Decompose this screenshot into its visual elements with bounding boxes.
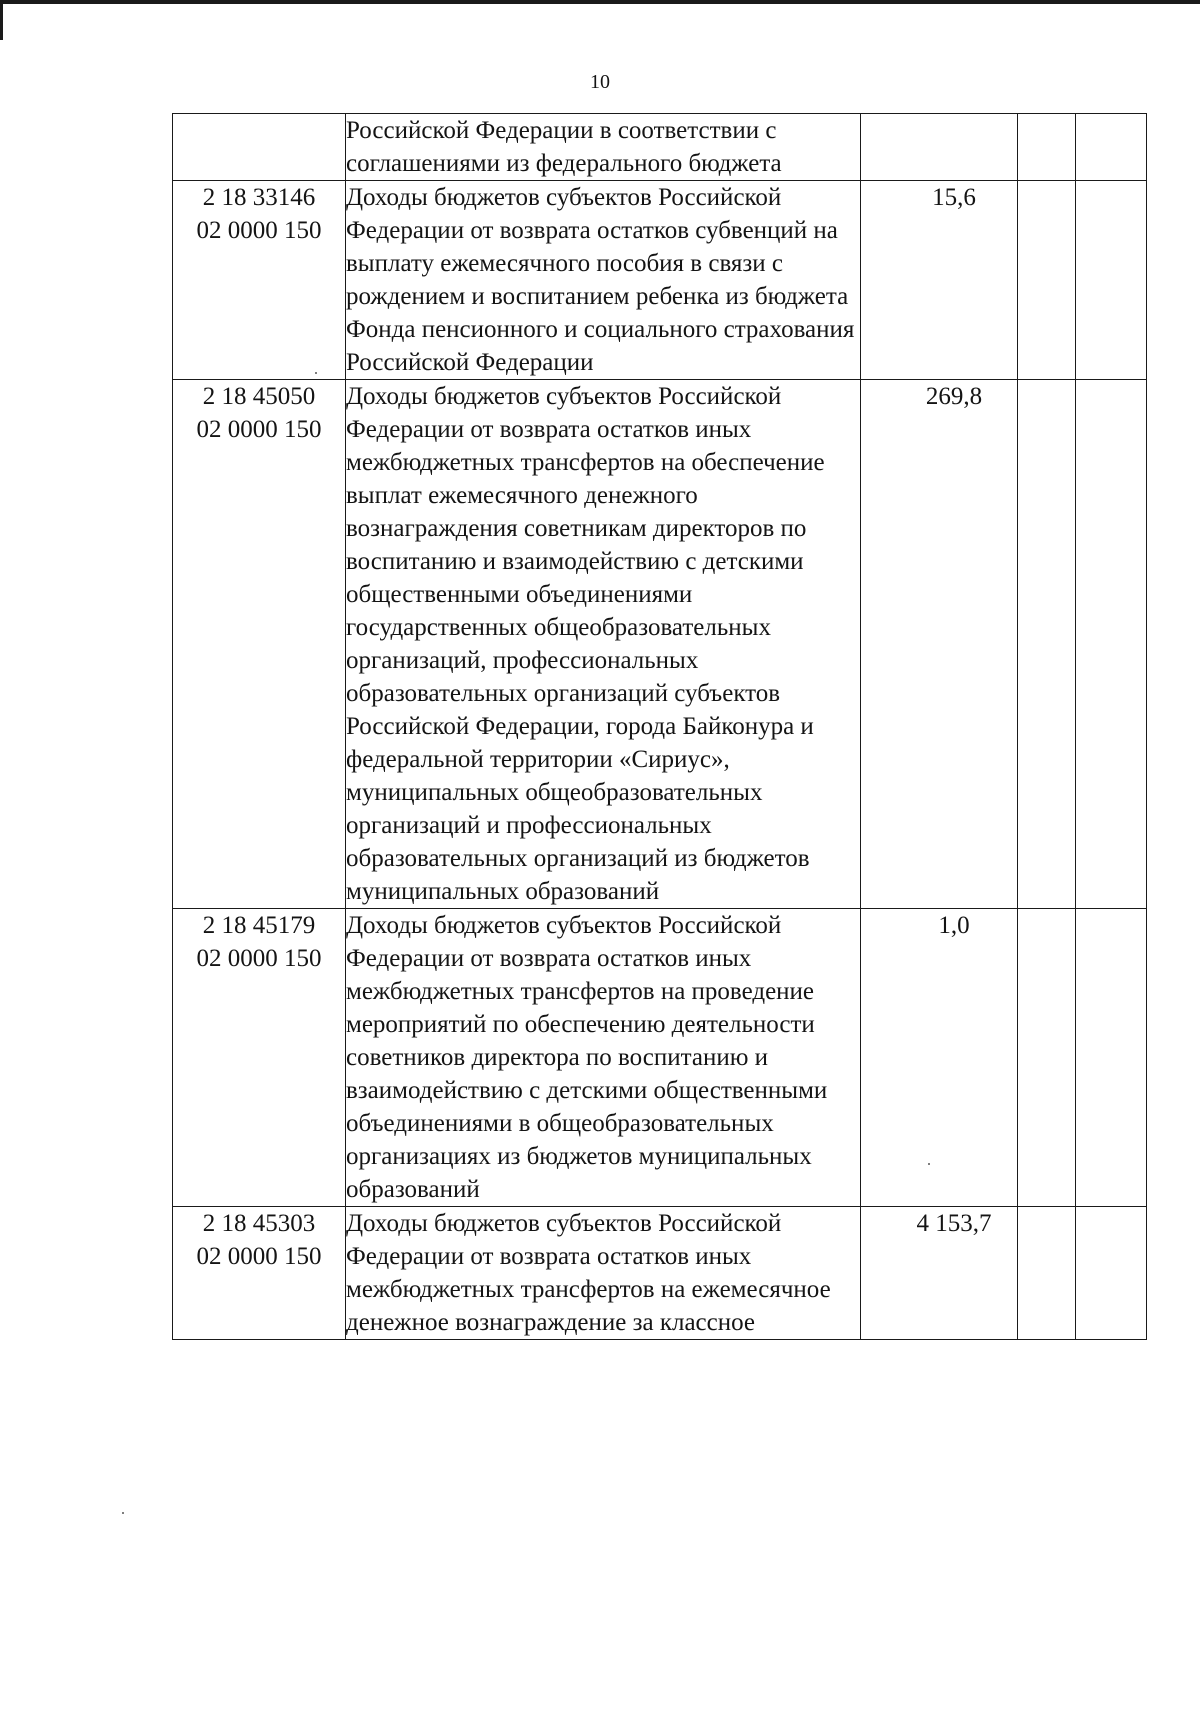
code-cell <box>173 114 346 181</box>
amount-value: 1,0 <box>938 912 970 939</box>
empty-cell <box>1018 380 1076 909</box>
code-line: 2 18 45050 <box>202 383 316 410</box>
amount-value: 15,6 <box>932 184 976 211</box>
empty-cell <box>1076 380 1147 909</box>
code-line: 2 18 33146 <box>202 184 316 211</box>
budget-revenue-table <box>172 113 1147 1340</box>
code-cell <box>173 181 346 380</box>
scan-edge-left <box>0 0 3 40</box>
description-cell: Доходы бюджетов субъектов Российской Федерации от возврата остатков иных межбюджетных трансфертов на ежемесячное денежное вознаграждение за классное <box>346 1207 861 1340</box>
code-cell <box>173 909 346 1207</box>
code-line: 2 18 45179 <box>202 912 316 939</box>
code-cell <box>173 1207 346 1340</box>
scan-speck <box>122 1512 124 1514</box>
table-row <box>173 909 1147 1207</box>
page-number: 10 <box>590 71 610 93</box>
code-line: 2 18 45303 <box>202 1210 316 1237</box>
empty-cell <box>1076 114 1147 181</box>
table-row <box>173 114 1147 181</box>
empty-cell <box>1018 114 1076 181</box>
amount-cell <box>861 380 1018 909</box>
empty-cell <box>1018 181 1076 380</box>
amount-cell <box>861 181 1018 380</box>
empty-cell <box>1076 1207 1147 1340</box>
description-cell: Доходы бюджетов субъектов Российской Федерации от возврата остатков иных межбюджетных трансфертов на обеспечение выплат ежемесячного денежного вознаграждения советникам директоров по воспитанию и взаимодействию с детскими общественными объединениями государственных общеобразовательных организаций, профессиональных образовательных организаций субъектов Российской Федерации, города Байконура и федеральной территории «Сириус», муниципальных общеобразовательных организаций и профессиональных образовательных организаций из бюджетов муниципальных образований <box>346 380 861 909</box>
description-cell: Российской Федерации в соответствии с соглашениями из федерального бюджета <box>346 114 861 181</box>
scan-edge-top <box>0 0 1200 4</box>
empty-cell <box>1076 909 1147 1207</box>
amount-cell <box>861 114 1018 181</box>
amount-value: 269,8 <box>925 383 983 410</box>
code-cell <box>173 380 346 909</box>
description-cell: Доходы бюджетов субъектов Российской Федерации от возврата остатков субвенций на выплату ежемесячного пособия в связи с рождением и воспитанием ребенка из бюджета Фонда пенсионного и социального страхования Российской Федерации <box>346 181 861 380</box>
amount-cell <box>861 909 1018 1207</box>
code-line: 02 0000 150 <box>196 1243 322 1270</box>
code-line: 02 0000 150 <box>196 945 322 972</box>
table-row <box>173 181 1147 380</box>
amount-value: 4 153,7 <box>916 1210 992 1237</box>
amount-cell <box>861 1207 1018 1340</box>
empty-cell <box>1018 909 1076 1207</box>
code-line: 02 0000 150 <box>196 217 322 244</box>
empty-cell <box>1018 1207 1076 1340</box>
table-row <box>173 1207 1147 1340</box>
description-cell: Доходы бюджетов субъектов Российской Федерации от возврата остатков иных межбюджетных трансфертов на проведение мероприятий по обеспечению деятельности советников директора по воспитанию и взаимодействию с детскими общественными объединениями в общеобразовательных организациях из бюджетов муниципальных образований <box>346 909 861 1207</box>
code-line: 02 0000 150 <box>196 416 322 443</box>
table-row <box>173 380 1147 909</box>
empty-cell <box>1076 181 1147 380</box>
